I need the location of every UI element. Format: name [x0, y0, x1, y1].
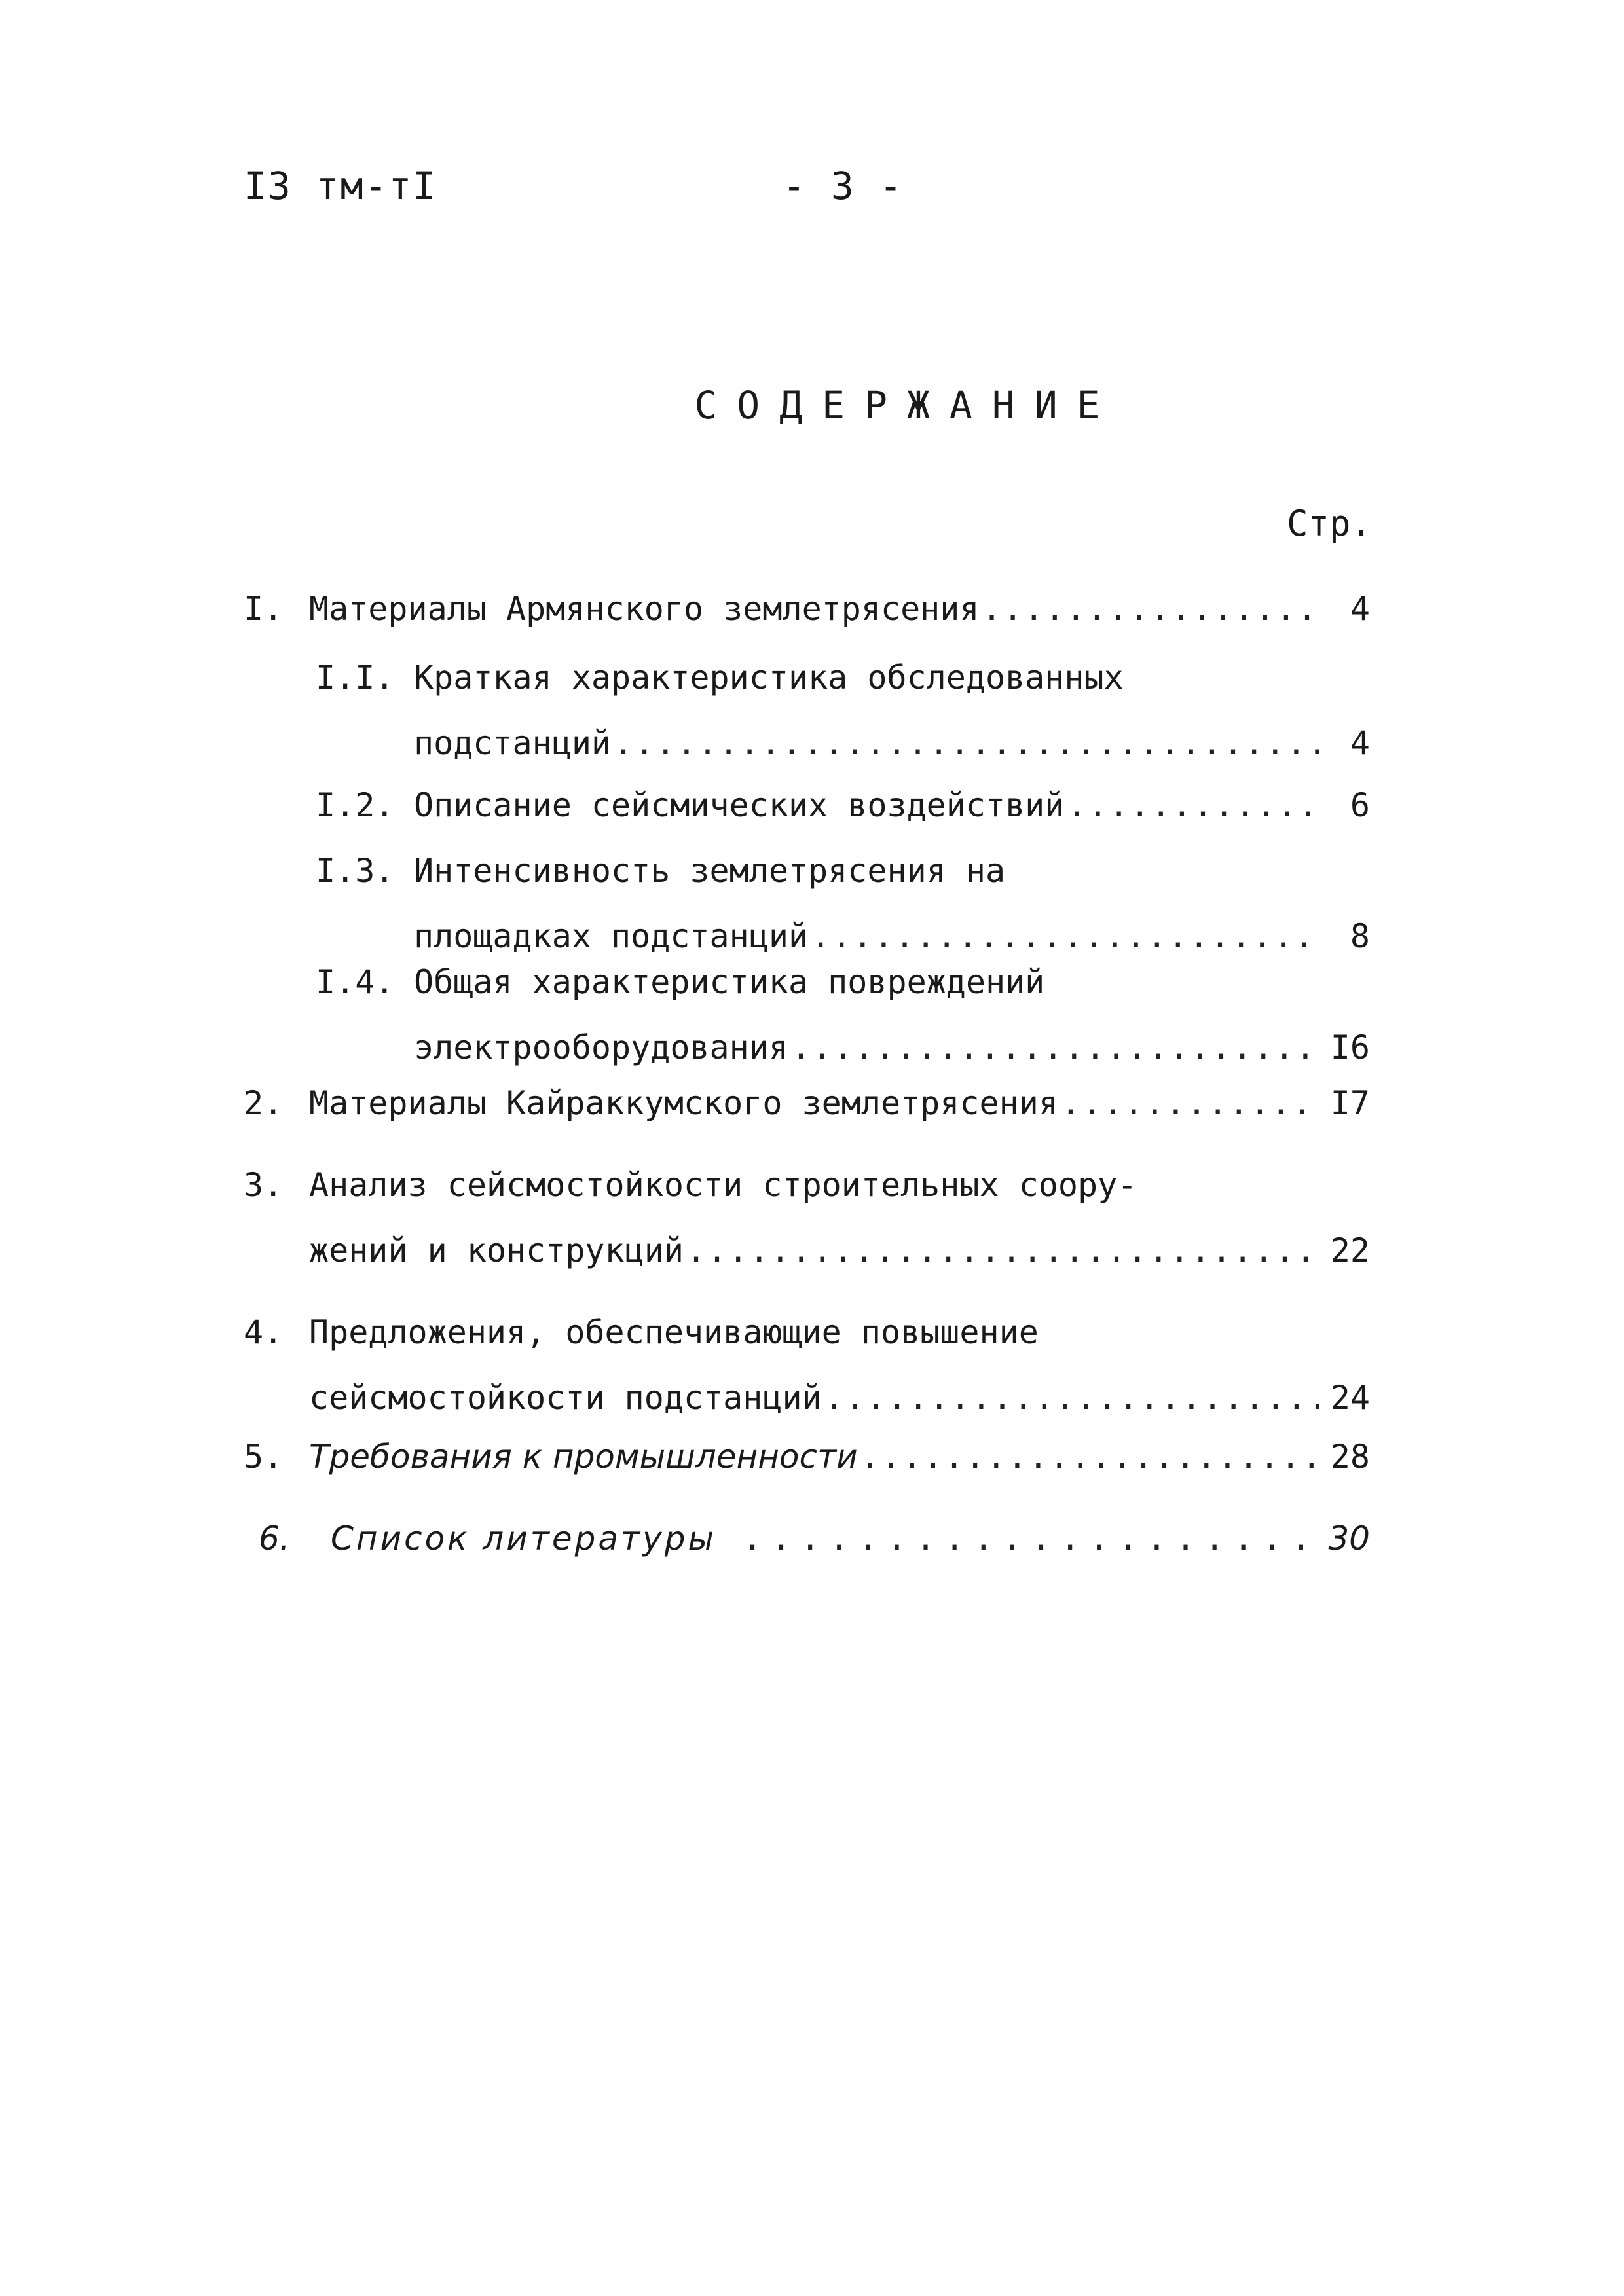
toc-entry-number: I.4.: [316, 963, 395, 1001]
toc-entry-title-cont: площадках подстанций: [414, 917, 809, 955]
toc-entry-title: Список литературы: [331, 1520, 716, 1558]
dot-leader: [686, 1218, 1319, 1283]
toc-entry-page: 4: [1350, 724, 1370, 762]
toc-entry-1-2: [316, 773, 1370, 838]
toc-entry-number: I.: [244, 590, 284, 628]
toc-entry-title: Анализ сейсмостойкости строительных соору-: [309, 1166, 1137, 1204]
toc-entry-2: [244, 1070, 1370, 1136]
toc-entry-title-cont: жений и конструкций: [309, 1231, 684, 1269]
dot-leader: [614, 710, 1319, 776]
dot-leader: [860, 1424, 1319, 1489]
toc-entry-page: I6: [1330, 1029, 1370, 1066]
toc-entry-number: I.I.: [316, 659, 395, 697]
toc-entry-page: 4: [1350, 590, 1370, 628]
toc-entry-page: 8: [1350, 917, 1370, 955]
toc-entry-title: Предложения, обеспечивающие повышение: [309, 1313, 1039, 1351]
toc-entry-page: I7: [1330, 1084, 1370, 1122]
page-column-label: Стр.: [1287, 503, 1373, 544]
dot-leader: [1067, 773, 1319, 838]
toc-entry-number: 5.: [244, 1438, 284, 1476]
toc-entry-title: Краткая характеристика обследованных: [414, 659, 1124, 697]
toc-entry-1: [244, 576, 1370, 642]
toc-entry-title-cont: электрооборудования: [414, 1029, 788, 1066]
toc-entry-title-cont: сейсмостойкости подстанций: [309, 1379, 822, 1417]
toc-entry-3: [244, 1152, 1370, 1283]
dot-leader: [824, 1365, 1319, 1430]
toc-entry-page: 24: [1330, 1379, 1370, 1417]
toc-entry-5: [244, 1424, 1370, 1489]
toc-entry-number: I.3.: [316, 852, 395, 890]
toc-entry-number: 2.: [244, 1084, 284, 1122]
toc-entry-title: Материалы Кайраккумского землетрясения: [309, 1084, 1058, 1122]
page-number: - 3 -: [783, 164, 904, 208]
toc-entry-number: 6.: [259, 1520, 290, 1558]
toc-entry-title: Интенсивность землетрясения на: [414, 852, 1006, 890]
page-title: СОДЕРЖАНИЕ: [694, 383, 1120, 428]
toc-entry-page: 30: [1328, 1520, 1370, 1558]
toc-entry-number: 3.: [244, 1166, 284, 1204]
toc-entry-page: 22: [1330, 1231, 1370, 1269]
toc-entry-title-cont: подстанций: [414, 724, 612, 762]
toc-entry-1-1: [316, 645, 1370, 776]
toc-entry-title: Требования к промышленности: [309, 1438, 858, 1476]
toc-entry-title: Материалы Армянского землетрясения: [309, 590, 980, 628]
toc-entry-number: 4.: [244, 1313, 284, 1351]
dot-leader: [982, 576, 1320, 642]
toc-entry-title: Описание сейсмических воздействий: [414, 786, 1065, 824]
dot-leader: [1061, 1070, 1319, 1136]
toc-entry-number: I.2.: [316, 786, 395, 824]
toc-entry-6: [259, 1506, 1370, 1571]
toc-entry-page: 6: [1350, 786, 1370, 824]
dot-leader: [743, 1506, 1316, 1571]
toc-entry-4: [244, 1300, 1370, 1430]
toc-entry-page: 28: [1330, 1438, 1370, 1476]
toc-entry-title: Общая характеристика повреждений: [414, 963, 1045, 1001]
document-code: I3 тм-тI: [244, 164, 437, 208]
toc-entry-1-4: [316, 949, 1370, 1080]
